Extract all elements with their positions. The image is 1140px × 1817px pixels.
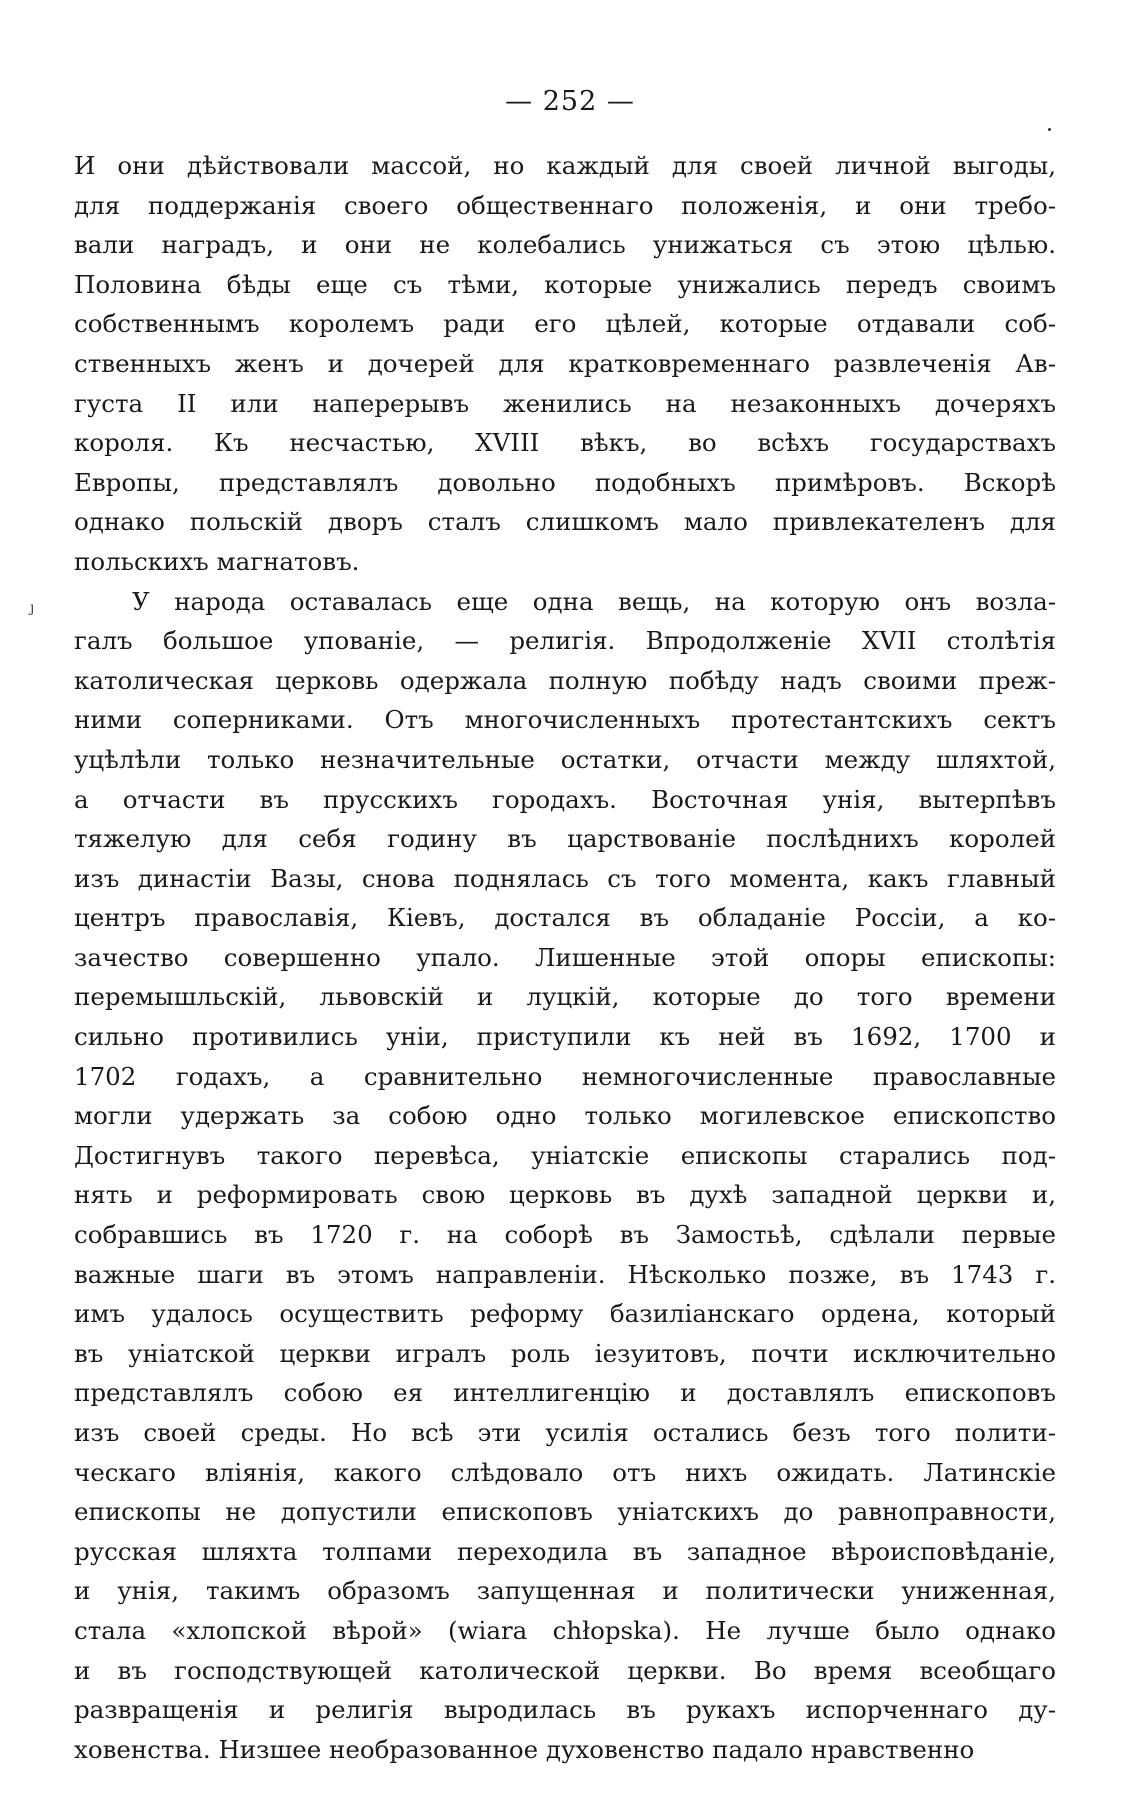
text-line: польскихъ магнатовъ. <box>74 546 360 576</box>
text-line: представлялъ собою ея интеллигенцію и доставлялъ епископовъ <box>74 1378 1056 1408</box>
text-line: однако польскій дворъ сталъ слишкомъ мало привлекателенъ для <box>74 507 1056 537</box>
text-line: сильно противились уніи, приступили къ ней въ 1692, 1700 и <box>74 1022 1056 1052</box>
text-line: могли удержать за собою одно только могилевское епископство <box>74 1101 1056 1131</box>
text-line: имъ удалось осуществить реформу базиліанскаго ордена, который <box>74 1299 1056 1329</box>
text-line: собравшись въ 1720 г. на соборѣ въ Замостьѣ, сдѣлали первые <box>74 1220 1056 1250</box>
text-line: уцѣлѣли только незначительные остатки, отчасти между шляхтой, <box>74 744 1056 774</box>
text-line: католическая церковь одержала полную побѣду надъ своими преж- <box>74 665 1056 695</box>
text-line: зачество совершенно упало. Лишенные этой опоры епископы: <box>74 942 1056 972</box>
text-line: ственныхъ женъ и дочерей для кратковременнаго развлеченія Ав- <box>74 348 1056 378</box>
text-line: тяжелую для себя годину въ царствованіе послѣднихъ королей <box>74 824 1056 854</box>
text-line: ховенства. Низшее необразованное духовенство падало нравственно <box>74 1734 975 1764</box>
text-line: У народа оставалась еще одна вещь, на которую онъ возла- <box>132 586 1056 616</box>
text-line: и въ господствующей католической церкви. Во время всеобщаго <box>74 1655 1056 1685</box>
margin-mark: ȷ <box>30 600 35 616</box>
text-line: густа II или наперерывъ женились на незаконныхъ дочеряхъ <box>74 388 1056 418</box>
text-line: развращенія и религія выродилась въ рукахъ испорченнаго ду- <box>74 1695 1056 1725</box>
text-line: 1702 годахъ, а сравнительно немногочисленные православные <box>74 1061 1056 1091</box>
paragraph-1 <box>74 146 1056 582</box>
text-line: и унія, такимъ образомъ запущенная и политически униженная, <box>74 1576 1056 1606</box>
text-line: И они дѣйствовали массой, но каждый для своей личной выгоды, <box>74 151 1056 180</box>
text-line: короля. Къ несчастью, XVIII вѣкъ, во всѣхъ государствахъ <box>74 428 1056 458</box>
text-line: для поддержанія своего общественнаго положенія, и они требо- <box>74 190 1056 220</box>
text-line: ческаго вліянія, какого слѣдовало отъ нихъ ожидать. Латинскіе <box>74 1457 1056 1487</box>
text-line: въ уніатской церкви игралъ роль іезуитовъ, почти исключительно <box>74 1338 1056 1368</box>
text-line: а отчасти въ прусскихъ городахъ. Восточная унія, вытерпѣвъ <box>74 784 1056 814</box>
text-line: епископы не допустили епископовъ уніатскихъ до равноправности, <box>74 1497 1056 1527</box>
text-line: Половина бѣды еще съ тѣми, которые унижались передъ своимъ <box>74 269 1056 299</box>
text-line: русская шляхта толпами переходила въ западное вѣроисповѣданіе, <box>74 1536 1056 1566</box>
body-text <box>74 146 1056 1769</box>
text-line: Достигнувъ такого перевѣса, уніатскіе епископы старались под- <box>74 1140 1056 1170</box>
text-line: ними соперниками. Отъ многочисленныхъ протестантскихъ сектъ <box>74 705 1056 735</box>
text-line: собственнымъ королемъ ради его цѣлей, которые отдавали соб- <box>74 309 1056 339</box>
text-line: нять и реформировать свою церковь въ духѣ западной церкви и, <box>74 1180 1056 1210</box>
ink-speck <box>1048 128 1051 131</box>
paragraph-2 <box>74 582 1056 1770</box>
text-line: стала «хлопской вѣрой» (wiara chłopska). Не лучше было однако <box>74 1615 1056 1645</box>
text-line: центръ православія, Кіевъ, достался въ обладаніе Россіи, а ко- <box>74 903 1056 933</box>
text-line: важные шаги въ этомъ направленіи. Нѣсколько позже, въ 1743 г. <box>74 1259 1056 1289</box>
text-line: перемышльскій, львовскій и луцкій, которые до того времени <box>74 982 1056 1012</box>
text-line: вали наградъ, и они не колебались унижаться съ этою цѣлью. <box>74 230 1056 260</box>
page-number: — 252 — <box>505 86 635 117</box>
text-line: изъ династіи Вазы, снова поднялась съ того момента, какъ главный <box>74 863 1056 893</box>
text-line: галъ большое упованіе, — религія. Впродолженіе XVII столѣтія <box>74 626 1056 656</box>
text-line: изъ своей среды. Но всѣ эти усилія остались безъ того полити- <box>74 1418 1056 1447</box>
text-line: Европы, представлялъ довольно подобныхъ примѣровъ. Вскорѣ <box>74 467 1056 497</box>
